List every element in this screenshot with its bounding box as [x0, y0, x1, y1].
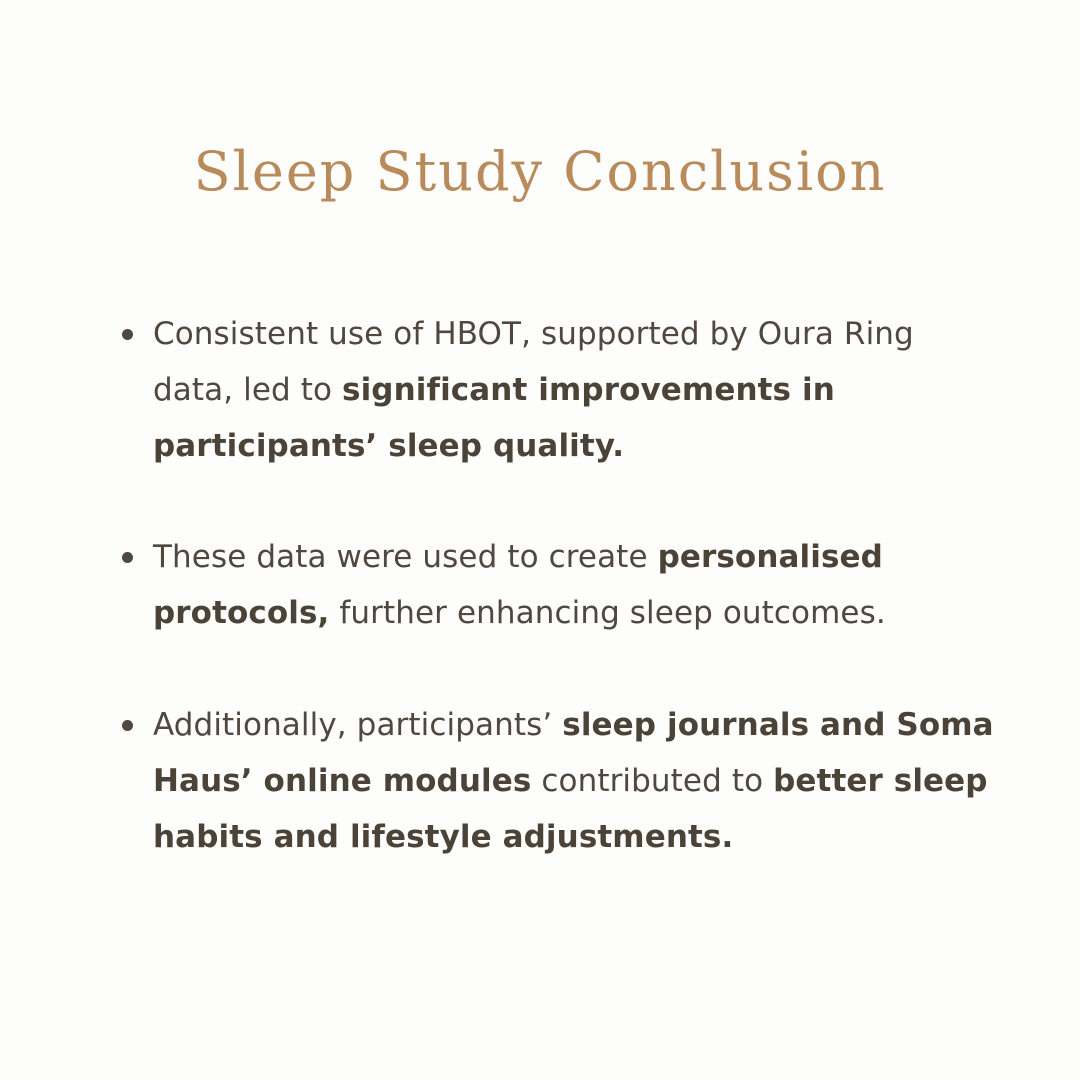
bullet-3-line-2: Haus’ online modules contributed to better sleep	[153, 763, 988, 799]
bullet-list-2	[120, 529, 970, 641]
bullet-1-line-2: data, led to significant improvements in	[153, 372, 835, 408]
bullet-item-2	[120, 529, 970, 641]
bullet-2-line-1: These data were used to create personalised	[153, 539, 883, 575]
bullet-dot-icon	[122, 720, 133, 731]
bullet-1-line-3: participants’ sleep quality.	[153, 428, 625, 464]
bullet-dot-icon	[122, 329, 133, 340]
bullet-1-line-1: Consistent use of HBOT, supported by Oura Ring	[153, 316, 914, 352]
bullet-list-1	[120, 306, 970, 474]
bullet-3-line-1: Additionally, participants’ sleep journals and Soma	[153, 707, 994, 743]
bullet-dot-icon	[122, 552, 133, 563]
page-title: Sleep Study Conclusion	[193, 140, 887, 203]
bullet-3-line-3: habits and lifestyle adjustments.	[153, 819, 734, 855]
bullet-item-3	[120, 697, 994, 865]
bullet-2-line-2: protocols, further enhancing sleep outcomes.	[153, 595, 886, 631]
bullet-list-3	[120, 697, 994, 865]
bullet-item-1	[120, 306, 970, 474]
